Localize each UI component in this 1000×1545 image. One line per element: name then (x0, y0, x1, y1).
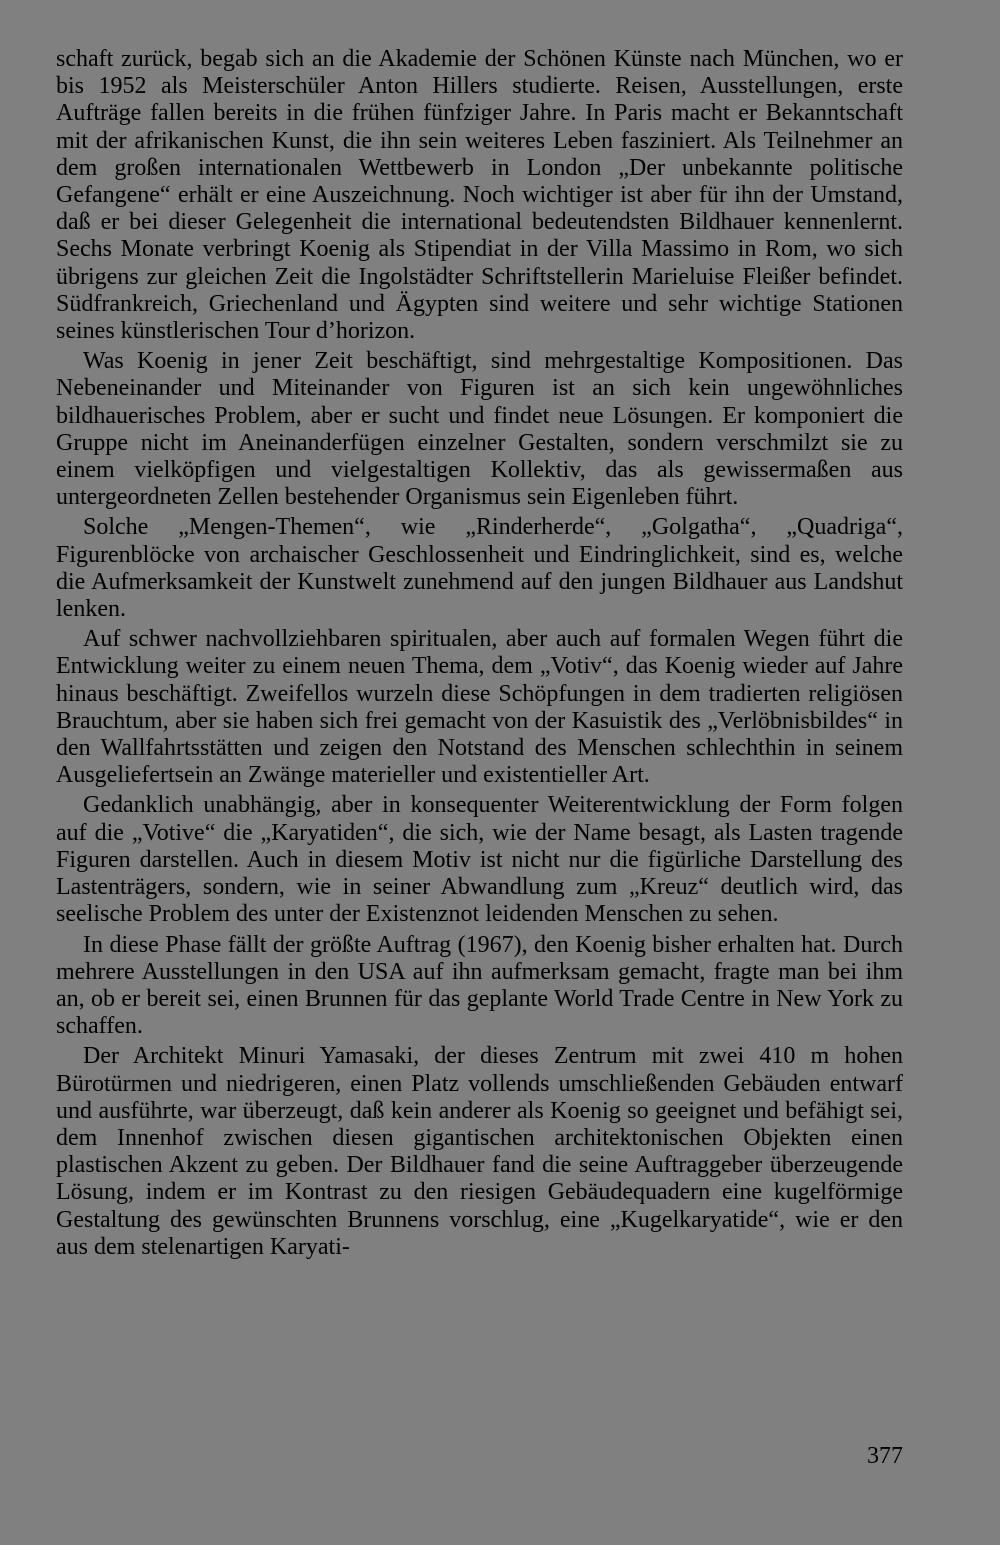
body-text (56, 46, 903, 1264)
paragraph-2: Was Koenig in jener Zeit beschäftigt, sind mehrgestaltige Kompositionen. Das Nebeneinander und Miteinander von Figuren ist an sich kein ungewöhnliches bildhauerisches Problem, aber er sucht und findet neue Lösungen. Er komponiert die Gruppe nicht im Aneinanderfügen einzelner Gestalten, sondern verschmilzt sie zu einem vielköpfigen und vielgestaltigen Kollektiv, das als gewissermaßen aus untergeordneten Zellen bestehender Organismus sein Eigenleben führt. (56, 348, 903, 511)
paragraph-5: Gedanklich unabhängig, aber in konsequenter Weiterentwicklung der Form folgen auf die „Votive“ die „Karyatiden“, die sich, wie der Name besagt, als Lasten tragende Figuren darstellen. Auch in diesem Motiv ist nicht nur die figürliche Darstellung des Lastenträgers, sondern, wie in seiner Abwandlung zum „Kreuz“ deutlich wird, das seelische Problem des unter der Existenznot leidenden Menschen zu sehen. (56, 792, 903, 928)
paragraph-6: In diese Phase fällt der größte Auftrag (1967), den Koenig bisher erhalten hat. Durch mehrere Ausstellungen in den USA auf ihn aufmerksam gemacht, fragte man bei ihm an, ob er bereit sei, einen Brunnen für das geplante World Trade Centre in New York zu schaffen. (56, 931, 903, 1040)
page-number: 377 (867, 1443, 903, 1469)
paragraph-4: Auf schwer nachvollziehbaren spiritualen, aber auch auf formalen Wegen führt die Entwicklung weiter zu einem neuen Thema, dem „Votiv“, das Koenig wieder auf Jahre hinaus beschäftigt. Zweifellos wurzeln diese Schöpfungen in dem tradierten religiösen Brauchtum, aber sie haben sich frei gemacht von der Kasuistik des „Verlöbnisbildes“ in den Wallfahrtsstätten und zeigen den Notstand des Menschen schlechthin in seinem Ausgeliefertsein an Zwänge materieller und existentieller Art. (56, 626, 903, 789)
paragraph-1: schaft zurück, begab sich an die Akademie der Schönen Künste nach München, wo er bis 1952 als Meisterschüler Anton Hillers studierte. Reisen, Ausstellungen, erste Aufträge fallen bereits in die frühen fünfziger Jahre. In Paris macht er Bekanntschaft mit der afrikanischen Kunst, die ihn sein weiteres Leben fasziniert. Als Teilnehmer an dem großen internationalen Wettbewerb in London „Der unbekannte politische Gefangene“ erhält er eine Auszeichnung. Noch wichtiger ist aber für ihn der Umstand, daß er bei dieser Gelegenheit die international bedeutendsten Bildhauer kennenlernt. Sechs Monate verbringt Koenig als Stipendiat in der Villa Massimo in Rom, wo sich übrigens zur gleichen Zeit die Ingolstädter Schriftstellerin Marieluise Fleißer befindet. Südfrankreich, Griechenland und Ägypten sind weitere und sehr wichtige Stationen seines künstlerischen Tour d’horizon. (56, 46, 903, 345)
paragraph-3: Solche „Mengen-Themen“, wie „Rinderherde“, „Golgatha“, „Quadriga“, Figurenblöcke von archaischer Geschlossenheit und Eindringlichkeit, sind es, welche die Aufmerksamkeit der Kunstwelt zunehmend auf den jungen Bildhauer aus Landshut lenken. (56, 514, 903, 623)
paragraph-7: Der Architekt Minuri Yamasaki, der dieses Zentrum mit zwei 410 m hohen Bürotürmen und niedrigeren, einen Platz vollends umschließenden Gebäuden entwarf und ausführte, war überzeugt, daß kein anderer als Koenig so geeignet und befähigt sei, dem Innenhof zwischen diesen gigantischen architektonischen Objekten einen plastischen Akzent zu geben. Der Bildhauer fand die seine Auftraggeber überzeugende Lösung, indem er im Kontrast zu den riesigen Gebäudequadern eine kugelförmige Gestaltung des gewünschten Brunnens vorschlug, eine „Kugelkaryatide“, wie er den aus dem stelenartigen Karyati- (56, 1043, 903, 1260)
